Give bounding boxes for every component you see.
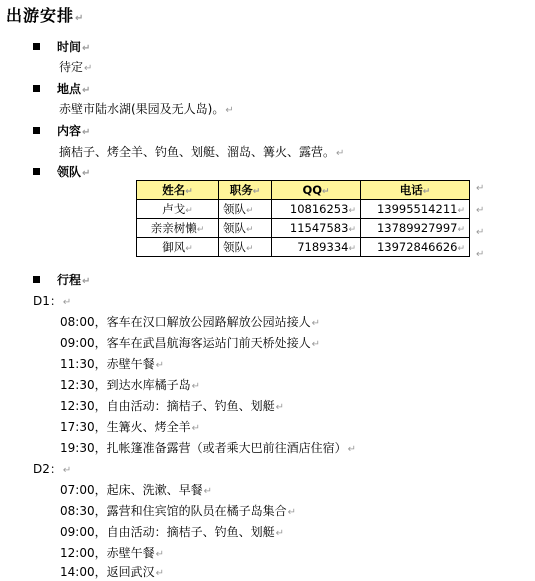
- bullet-icon: [33, 43, 40, 50]
- heading-place-label: 地点: [57, 82, 82, 96]
- day-label: D2：↵: [33, 462, 72, 476]
- list-item: 07:00，起床、洗漱、早餐↵: [60, 483, 212, 497]
- title-text: 出游安排: [6, 6, 75, 25]
- place-value: [59, 100, 234, 117]
- list-item: 12:00，赤壁午餐↵: [60, 546, 164, 560]
- paragraph-mark: ↵: [84, 63, 93, 74]
- list-item: 12:30，到达水库橘子岛↵: [60, 378, 200, 392]
- list-item: 09:00，自由活动：摘桔子、钓鱼、划艇↵: [60, 525, 284, 539]
- heading-schedule: [33, 271, 90, 288]
- table-row: [137, 200, 470, 219]
- table-cell-phone: 13789927997↵: [361, 219, 470, 238]
- paragraph-mark: ↵: [75, 13, 85, 24]
- table-header-cell: 职务↵: [219, 181, 272, 200]
- list-item: 12:30，自由活动：摘桔子、钓鱼、划艇↵: [60, 399, 284, 413]
- time-text: 待定: [59, 60, 84, 74]
- list-item: 17:30，生篝火、烤全羊↵: [60, 420, 200, 434]
- list-item: 11:30，赤壁午餐↵: [60, 357, 164, 371]
- table-header-cell: QQ↵: [272, 181, 361, 200]
- list-item: 08:00，客车在汉口解放公园路解放公园站接人↵: [60, 315, 320, 329]
- paragraph-mark: ↵: [82, 276, 91, 287]
- table-row: [137, 238, 470, 257]
- table-cell-name: 卢戈↵: [137, 200, 219, 219]
- row-end-mark: ↵: [476, 183, 485, 194]
- table-cell-role: 领队↵: [219, 219, 272, 238]
- list-item: 08:30，露营和住宾馆的队员在橘子岛集合↵: [60, 504, 296, 518]
- heading-schedule-label: 行程: [57, 273, 82, 287]
- row-end-mark: ↵: [476, 249, 485, 260]
- table-cell-qq: 10816253↵: [272, 200, 361, 219]
- document-title: [6, 3, 84, 26]
- table-header-cell: 姓名↵: [137, 181, 219, 200]
- list-item: 19:30，扎帐篷准备露营（或者乘大巴前往酒店住宿）↵: [60, 441, 356, 455]
- bullet-icon: [33, 276, 40, 283]
- table-cell-phone: 13972846626↵: [361, 238, 470, 257]
- paragraph-mark: ↵: [336, 148, 345, 159]
- paragraph-mark: ↵: [82, 168, 91, 179]
- table-header-row: [137, 181, 470, 200]
- time-value: [59, 58, 92, 75]
- row-end-mark: ↵: [476, 205, 485, 216]
- leaders-table: [136, 180, 470, 257]
- place-text: 赤壁市陆水湖(果园及无人岛)。: [59, 102, 225, 116]
- paragraph-mark: ↵: [82, 127, 91, 138]
- bullet-icon: [33, 85, 40, 92]
- heading-time-label: 时间: [57, 40, 82, 54]
- table-cell-qq: 11547583↵: [272, 219, 361, 238]
- heading-content: [33, 122, 90, 139]
- paragraph-mark: ↵: [225, 105, 234, 116]
- row-end-mark: ↵: [476, 227, 485, 238]
- paragraph-mark: ↵: [82, 85, 91, 96]
- table-cell-role: 领队↵: [219, 238, 272, 257]
- table-cell-phone: 13995514211↵: [361, 200, 470, 219]
- list-item: 14:00，返回武汉↵: [60, 565, 164, 579]
- table-cell-name: 御风↵: [137, 238, 219, 257]
- table-row: [137, 219, 470, 238]
- content-value: [59, 143, 344, 160]
- list-item: 09:00，客车在武昌航海客运站门前天桥处接人↵: [60, 336, 320, 350]
- heading-leaders: [33, 163, 90, 180]
- bullet-icon: [33, 127, 40, 134]
- heading-content-label: 内容: [57, 124, 82, 138]
- table-cell-qq: 7189334↵: [272, 238, 361, 257]
- heading-leaders-label: 领队: [57, 165, 82, 179]
- heading-place: [33, 80, 90, 97]
- table-header-cell: 电话↵: [361, 181, 470, 200]
- day-label: D1：↵: [33, 294, 72, 308]
- content-text: 摘桔子、烤全羊、钓鱼、划艇、溜岛、篝火、露营。: [59, 145, 336, 159]
- table-cell-name: 亲亲树懒↵: [137, 219, 219, 238]
- bullet-icon: [33, 168, 40, 175]
- heading-time: [33, 38, 90, 55]
- paragraph-mark: ↵: [82, 43, 91, 54]
- table-cell-role: 领队↵: [219, 200, 272, 219]
